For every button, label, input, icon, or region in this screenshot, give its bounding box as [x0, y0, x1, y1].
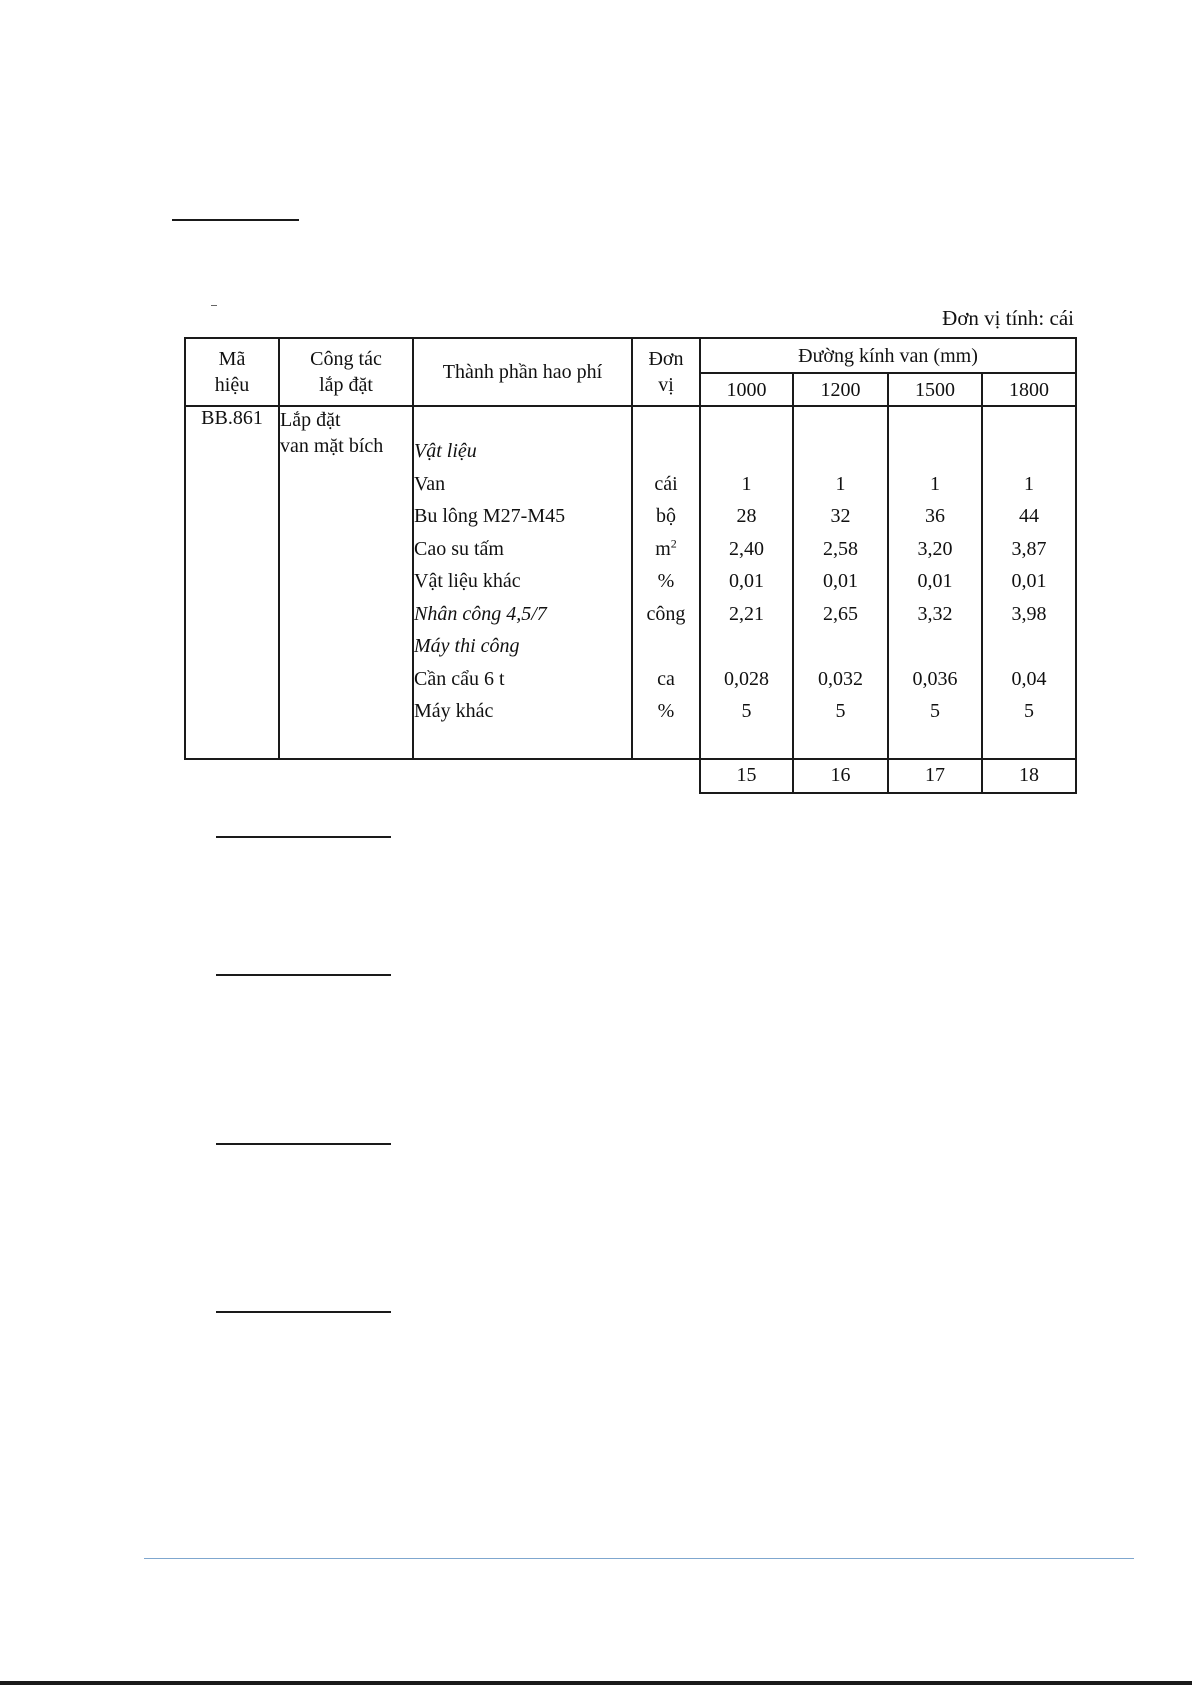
norm-table [184, 337, 1077, 794]
value-cell [794, 435, 887, 468]
value-cell: 3,20 [917, 537, 953, 560]
page-bottom-edge [0, 1681, 1192, 1685]
value-cell: 0,04 [1011, 667, 1047, 690]
header-unit: Đơn vị [632, 338, 700, 406]
value-cell: 3,87 [1011, 537, 1047, 560]
component-item: Nhân công 4,5/7 [414, 602, 547, 625]
value-cell: 2,58 [823, 537, 858, 560]
component-item: Máy thi công [414, 635, 520, 657]
value-cell: 5 [930, 700, 940, 722]
small-tick-mark [211, 305, 217, 306]
unit-item: cái [654, 472, 678, 495]
value-cell: 0,028 [724, 667, 769, 690]
value-cell: 2,65 [823, 602, 858, 625]
values-1500 [888, 406, 982, 759]
footer-number: 18 [982, 759, 1076, 793]
values-1000 [700, 406, 793, 759]
unit-item: công [646, 602, 686, 625]
component-item: Vật liệu khác [414, 570, 521, 592]
unit-cell [632, 406, 700, 759]
value-cell: 28 [736, 505, 757, 527]
unit-item: ca [657, 667, 675, 690]
header-component: Thành phần hao phí [413, 338, 632, 406]
norm-code: BB.861 [201, 407, 263, 429]
header-diameter-group: Đường kính van (mm) [700, 338, 1076, 373]
value-cell: 5 [1024, 700, 1034, 722]
unit-item [633, 435, 699, 468]
header-diameter-1800: 1800 [982, 373, 1076, 406]
section-divider-rule [216, 1311, 391, 1313]
value-cell [889, 630, 981, 663]
value-cell: 36 [925, 505, 945, 527]
footer-number: 16 [793, 759, 888, 793]
value-cell [701, 630, 792, 663]
footer-row [185, 759, 1076, 793]
footer-number: 17 [888, 759, 982, 793]
value-cell: 2,21 [729, 602, 764, 625]
value-cell: 3,32 [917, 602, 953, 625]
value-cell: 0,032 [818, 667, 863, 690]
component-item: Van [414, 472, 446, 495]
section-divider-rule [216, 836, 391, 838]
value-cell: 0,01 [823, 570, 858, 592]
component-list [414, 407, 631, 758]
unit-item [633, 630, 699, 663]
section-divider-rule [216, 1143, 391, 1145]
value-cell [983, 630, 1075, 663]
component-item: Máy khác [414, 700, 494, 722]
page-footer-line [144, 1558, 1134, 1559]
value-cell [701, 435, 792, 468]
value-cell: 1 [1024, 472, 1034, 495]
values-1800 [982, 406, 1076, 759]
header-diameter-1500: 1500 [888, 373, 982, 406]
value-cell: 1 [741, 472, 752, 495]
header-diameter-1200: 1200 [793, 373, 888, 406]
code-cell [185, 406, 279, 759]
value-cell: 0,01 [729, 570, 764, 592]
component-item: Cao su tấm [414, 537, 504, 560]
value-cell: 2,40 [729, 537, 764, 560]
value-cell: 0,01 [1011, 570, 1047, 592]
header-code: Mã hiệu [185, 338, 279, 406]
footer-number: 15 [700, 759, 793, 793]
value-cell: 1 [930, 472, 940, 495]
value-cell [983, 435, 1075, 468]
header-diameter-1000: 1000 [700, 373, 793, 406]
top-divider-rule [172, 219, 299, 221]
component-item: Bu lông M27-M45 [414, 505, 566, 527]
value-cell [889, 435, 981, 468]
value-cell: 0,01 [917, 570, 953, 592]
unit-item: % [657, 570, 675, 592]
values-1200 [793, 406, 888, 759]
value-cell: 5 [741, 700, 752, 722]
unit-item: % [657, 700, 675, 722]
unit-item: bộ [656, 505, 676, 527]
work-cell: Lắp đặt van mặt bích [279, 406, 413, 759]
value-cell: 5 [835, 700, 846, 722]
value-cell: 44 [1019, 505, 1039, 527]
value-cell [794, 630, 887, 663]
component-item: Cần cẩu 6 t [414, 667, 505, 690]
component-item: Vật liệu [414, 440, 477, 462]
value-cell: 1 [835, 472, 846, 495]
unit-item: $m^2$ [655, 535, 677, 560]
component-cell [413, 406, 632, 759]
value-cell: 32 [830, 505, 851, 527]
unit-list [633, 407, 699, 758]
value-cell: 3,98 [1011, 602, 1047, 625]
unit-note: Đơn vị tính: cái [942, 306, 1074, 330]
value-cell: 0,036 [912, 667, 958, 690]
header-work: Công tác lắp đặt [279, 338, 413, 406]
section-divider-rule [216, 974, 391, 976]
